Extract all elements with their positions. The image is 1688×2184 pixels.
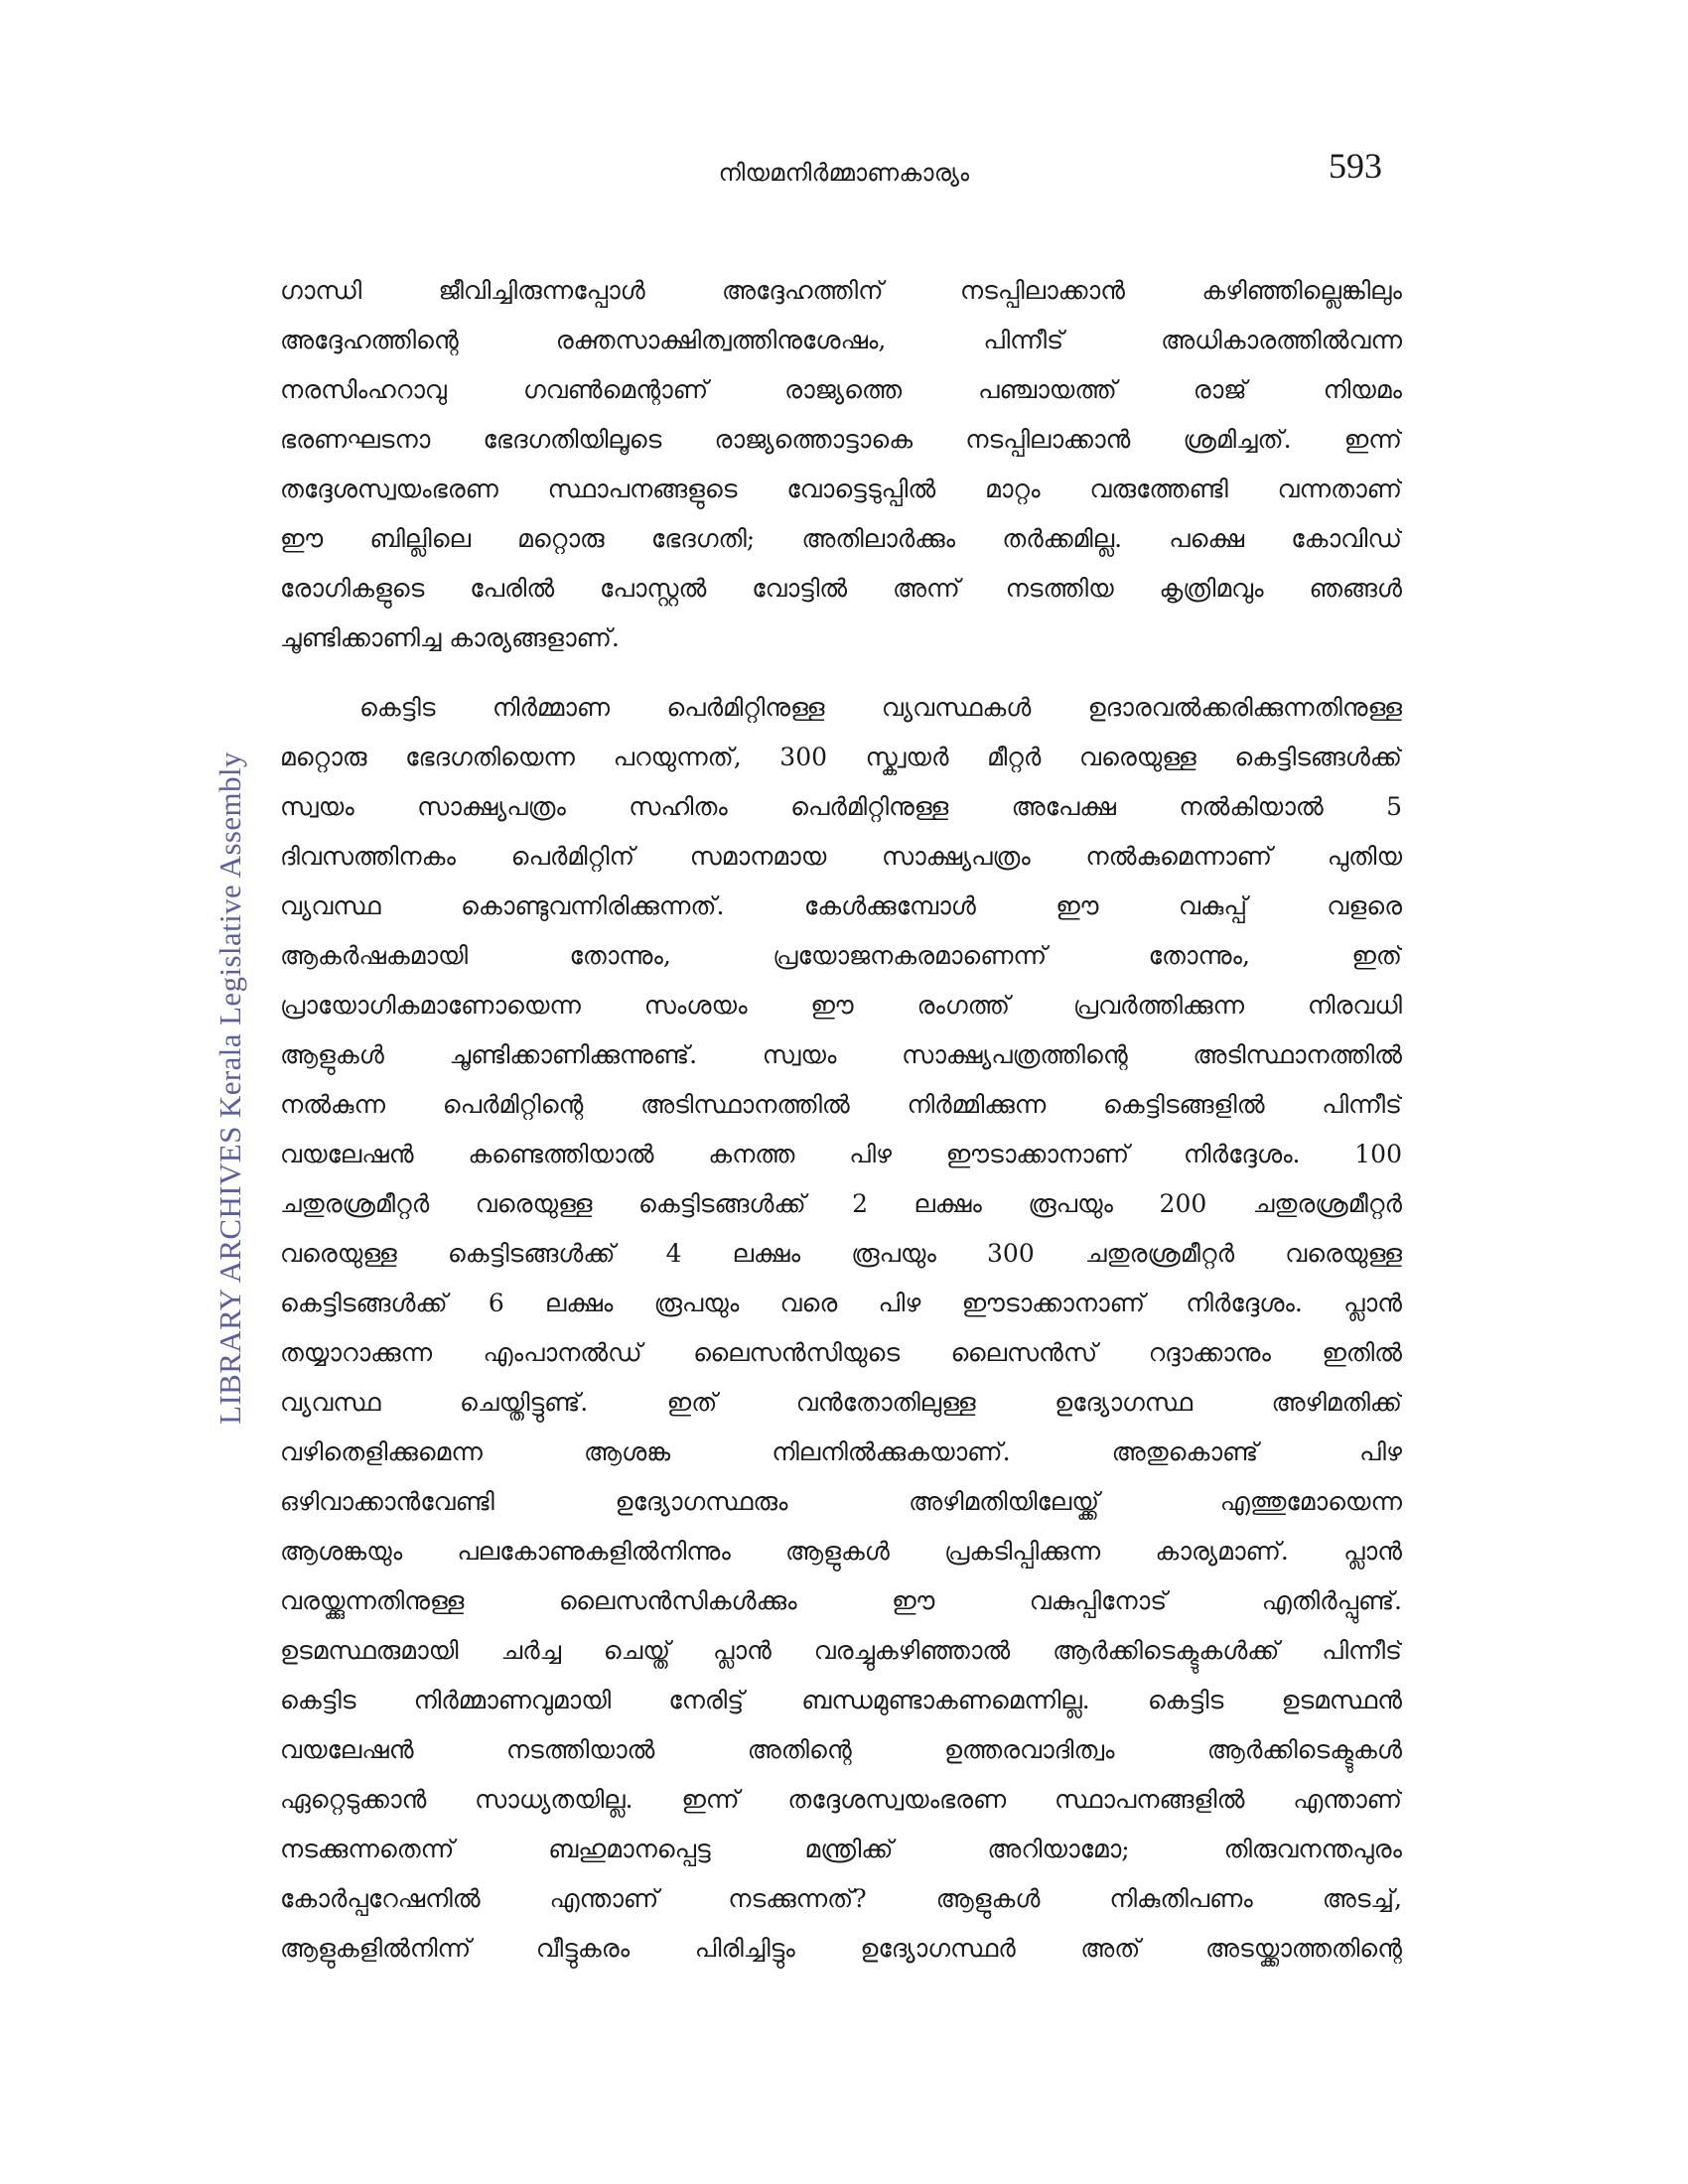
text-line: ഈ ബില്ലിലെ മറ്റൊരു ഭേദഗതി; അതിലാർക്കും തർക്കമില്ല. പക്ഷെ കോവിഡ് (280, 524, 1402, 553)
text-line: കോർപ്പറേഷനിൽ എന്താണ് നടക്കുന്നത്? ആളുകൾ നികുതിപണം അടച്ച്, (280, 1884, 1402, 1913)
text-line: സ്വയം സാക്ഷ്യപത്രം സഹിതം പെർമിറ്റിനുള്ള അപേക്ഷ നൽകിയാൽ 5 (280, 792, 1402, 821)
text-line: വരയ്ക്കുന്നതിനുള്ള ലൈസൻസികൾക്കും ഈ വകുപ്പിനോട് എതിർപ്പുണ്ട്. (280, 1586, 1402, 1615)
text-line: പ്രായോഗികമാണോയെന്ന സംശയം ഈ രംഗത്ത് പ്രവർത്തിക്കുന്ന നിരവധി (280, 991, 1402, 1020)
text-line: തദ്ദേശസ്വയംഭരണ സ്ഥാപനങ്ങളുടെ വോട്ടെടുപ്പിൽ മാറ്റം വരുത്തേണ്ടി വന്നതാണ് (280, 475, 1402, 503)
text-line: അദ്ദേഹത്തിന്റെ രക്തസാക്ഷിത്വത്തിനുശേഷം, പിന്നീട് അധികാരത്തിൽവന്ന (280, 326, 1402, 354)
text-line: കെട്ടിടങ്ങൾക്ക് 6 ലക്ഷം രൂപയും വരെ പിഴ ഈടാക്കാനാണ് നിർദ്ദേശം. പ്ലാൻ (280, 1289, 1402, 1317)
text-line: ആളുകൾ ചൂണ്ടിക്കാണിക്കുന്നുണ്ട്. സ്വയം സാക്ഷ്യപത്രത്തിന്റെ അടിസ്ഥാനത്തിൽ (280, 1040, 1402, 1069)
watermark: LIBRARY ARCHIVES Kerala Legislative Assembly (212, 751, 247, 1425)
page-number: 593 (1329, 146, 1382, 186)
text-line: വ്യവസ്ഥ കൊണ്ടുവന്നിരിക്കുന്നത്. കേൾക്കുമ്പോൾ ഈ വകുപ്പ് വളരെ (280, 891, 1402, 920)
running-head: നിയമനിർമ്മാണകാര്യം (718, 159, 970, 187)
text-line: വ്യവസ്ഥ ചെയ്തിട്ടുണ്ട്. ഇത് വൻതോതിലുള്ള ഉദ്യോഗസ്ഥ അഴിമതിക്ക് (280, 1388, 1402, 1417)
text-line: കെട്ടിട നിർമ്മാണ പെർമിറ്റിനുള്ള വ്യവസ്ഥകൾ ഉദാരവൽക്കരിക്കുന്നതിനുള്ള (359, 693, 1402, 722)
text-line: വരെയുള്ള കെട്ടിടങ്ങൾക്ക് 4 ലക്ഷം രൂപയും 300 ചതുരശ്രമീറ്റർ വരെയുള്ള (280, 1239, 1402, 1268)
text-line: ഭരണഘടനാ ഭേദഗതിയിലൂടെ രാജ്യത്തൊട്ടാകെ നടപ്പിലാക്കാൻ ശ്രമിച്ചത്. ഇന്ന് (280, 425, 1402, 454)
text-line: ഉടമസ്ഥരുമായി ചർച്ച ചെയ്ത് പ്ലാൻ വരച്ചുകഴിഞ്ഞാൽ ആർക്കിടെക്ടുകൾക്ക് പിന്നീട് (280, 1636, 1402, 1665)
text-line: ഒഴിവാക്കാൻവേണ്ടി ഉദ്യോഗസ്ഥരും അഴിമതിയിലേയ്ക്ക് എത്തുമോയെന്ന (280, 1487, 1402, 1516)
text-line: ചൂണ്ടിക്കാണിച്ച കാര്യങ്ങളാണ്. (280, 623, 620, 652)
text-line: വയലേഷൻ നടത്തിയാൽ അതിന്റെ ഉത്തരവാദിത്വം ആർക്കിടെക്ടുകൾ (280, 1735, 1402, 1764)
text-line: ഗാന്ധി ജീവിച്ചിരുന്നപ്പോൾ അദ്ദേഹത്തിന് നടപ്പിലാക്കാൻ കഴിഞ്ഞില്ലെങ്കിലും (280, 276, 1402, 305)
text-line: ആശങ്കയും പലകോണുകളിൽനിന്നും ആളുകൾ പ്രകടിപ്പിക്കുന്ന കാര്യമാണ്. പ്ലാൻ (280, 1537, 1402, 1566)
paragraph-2 (280, 683, 1402, 1974)
text-line: ചതുരശ്രമീറ്റർ വരെയുള്ള കെട്ടിടങ്ങൾക്ക് 2 ലക്ഷം രൂപയും 200 ചതുരശ്രമീറ്റർ (280, 1189, 1402, 1218)
text-line: ഏറ്റെടുക്കാൻ സാധ്യതയില്ല. ഇന്ന് തദ്ദേശസ്വയംഭരണ സ്ഥാപനങ്ങളിൽ എന്താണ് (280, 1785, 1402, 1814)
text-line: നൽകുന്ന പെർമിറ്റിന്റെ അടിസ്ഥാനത്തിൽ നിർമ്മിക്കുന്ന കെട്ടിടങ്ങളിൽ പിന്നീട് (280, 1090, 1402, 1119)
text-line: മറ്റൊരു ഭേദഗതിയെന്ന പറയുന്നത്, 300 സ്ക്വയർ മീറ്റർ വരെയുള്ള കെട്ടിടങ്ങൾക്ക് (280, 743, 1402, 771)
body-text (280, 266, 1402, 1974)
text-line: വയലേഷൻ കണ്ടെത്തിയാൽ കനത്ത പിഴ ഈടാക്കാനാണ് നിർദ്ദേശം. 100 (280, 1140, 1402, 1168)
paragraph-1 (280, 266, 1402, 663)
text-line: രോഗികളുടെ പേരിൽ പോസ്റ്റൽ വോട്ടിൽ അന്ന് നടത്തിയ കൃത്രിമവും ഞങ്ങൾ (280, 574, 1402, 603)
text-line: ആളുകളിൽനിന്ന് വീട്ടുകരം പിരിച്ചിട്ടും ഉദ്യോഗസ്ഥർ അത് അടയ്ക്കാത്തതിന്റെ (280, 1934, 1402, 1963)
text-line: നരസിംഹറാവു ഗവൺമെന്റാണ് രാജ്യത്തെ പഞ്ചായത്ത് രാജ് നിയമം (280, 375, 1402, 404)
text-line: തയ്യാറാക്കുന്ന എംപാനൽഡ് ലൈസൻസിയുടെ ലൈസൻസ് റദ്ദാക്കാനും ഇതിൽ (280, 1338, 1402, 1367)
text-line: ആകർഷകമായി തോന്നും, പ്രയോജനകരമാണെന്ന് തോന്നും, ഇത് (280, 941, 1402, 970)
text-line: നടക്കുന്നതെന്ന് ബഹുമാനപ്പെട്ട മന്ത്രിക്ക് അറിയാമോ; തിരുവനന്തപുരം (280, 1835, 1402, 1863)
text-line: വഴിതെളിക്കുമെന്ന ആശങ്ക നിലനിൽക്കുകയാണ്. അതുകൊണ്ട് പിഴ (280, 1437, 1402, 1466)
text-line: കെട്ടിട നിർമ്മാണവുമായി നേരിട്ട് ബന്ധമുണ്ടാകണമെന്നില്ല. കെട്ടിട ഉടമസ്ഥൻ (280, 1686, 1402, 1714)
text-line: ദിവസത്തിനകം പെർമിറ്റിന് സമാനമായ സാക്ഷ്യപത്രം നൽകുമെന്നാണ് പുതിയ (280, 842, 1402, 871)
